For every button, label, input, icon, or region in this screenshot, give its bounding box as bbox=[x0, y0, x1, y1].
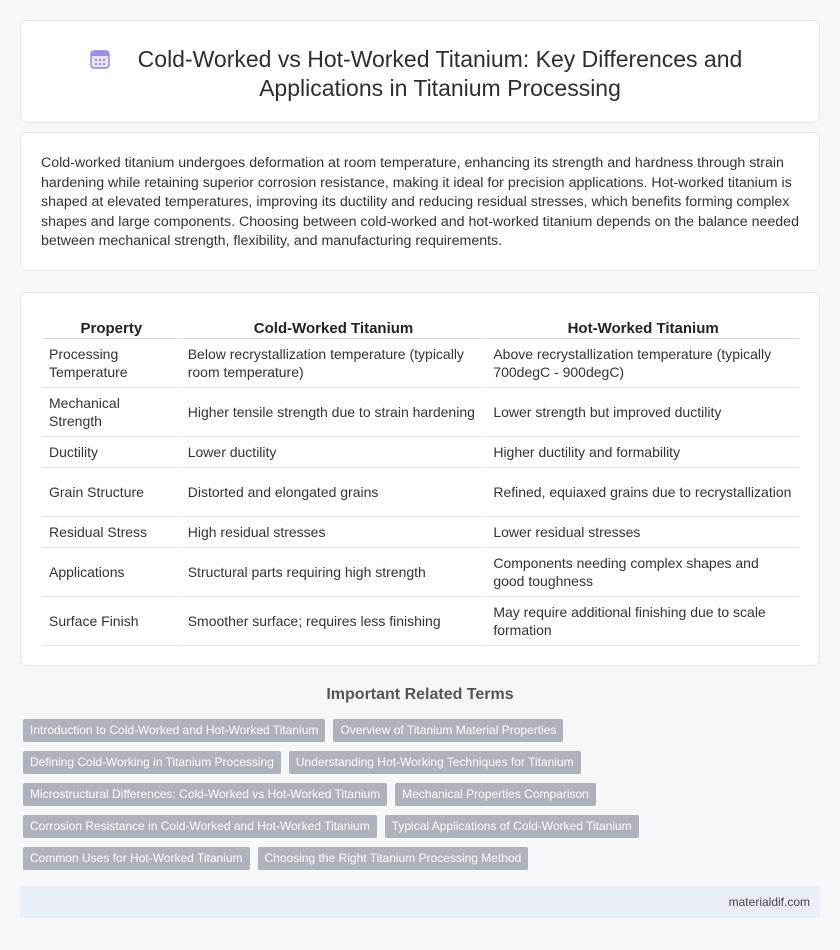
property-cell: Applications bbox=[43, 548, 180, 597]
column-header-cold-worked: Cold-Worked Titanium bbox=[182, 315, 486, 339]
footer-site-link[interactable]: materialdif.com bbox=[728, 895, 810, 909]
table-header-row bbox=[43, 315, 799, 339]
cold-worked-cell: Higher tensile strength due to strain hardening bbox=[182, 388, 486, 437]
cold-worked-cell: High residual stresses bbox=[182, 517, 486, 548]
related-term-tag[interactable]: Understanding Hot-Working Techniques for Titanium bbox=[289, 751, 581, 774]
comparison-table-card bbox=[20, 292, 820, 666]
property-cell: Ductility bbox=[43, 437, 180, 468]
property-cell: Mechanical Strength bbox=[43, 388, 180, 437]
hot-worked-cell: Lower strength but improved ductility bbox=[487, 388, 799, 437]
related-term-tag[interactable]: Common Uses for Hot-Worked Titanium bbox=[23, 847, 250, 870]
comparison-table bbox=[41, 315, 801, 646]
cold-worked-cell: Structural parts requiring high strength bbox=[182, 548, 486, 597]
cold-worked-cell: Lower ductility bbox=[182, 437, 486, 468]
related-term-tag[interactable]: Overview of Titanium Material Properties bbox=[333, 719, 563, 742]
hot-worked-cell: Higher ductility and formability bbox=[487, 437, 799, 468]
related-term-tag[interactable]: Typical Applications of Cold-Worked Titanium bbox=[385, 815, 639, 838]
related-term-tag[interactable]: Microstructural Differences: Cold-Worked vs Hot-Worked Titanium bbox=[23, 783, 387, 806]
table-row bbox=[43, 468, 799, 517]
table-row bbox=[43, 437, 799, 468]
hot-worked-cell: Components needing complex shapes and good toughness bbox=[487, 548, 799, 597]
property-cell: Grain Structure bbox=[43, 468, 180, 517]
related-terms-heading: Important Related Terms bbox=[326, 686, 514, 703]
table-row bbox=[43, 388, 799, 437]
property-cell: Surface Finish bbox=[43, 597, 180, 646]
property-cell: Processing Temperature bbox=[43, 339, 180, 388]
cold-worked-cell: Distorted and elongated grains bbox=[182, 468, 486, 517]
hot-worked-cell: Above recrystallization temperature (typically 700degC - 900degC) bbox=[487, 339, 799, 388]
cold-worked-cell: Below recrystallization temperature (typically room temperature) bbox=[182, 339, 486, 388]
page-title: Cold-Worked vs Hot-Worked Titanium: Key Differences and Applications in Titanium Processing bbox=[137, 46, 743, 101]
column-header-property: Property bbox=[43, 315, 180, 339]
related-terms-list bbox=[23, 719, 823, 879]
intro-card bbox=[20, 132, 820, 271]
hot-worked-cell: Lower residual stresses bbox=[487, 517, 799, 548]
table-row bbox=[43, 517, 799, 548]
related-term-tag[interactable]: Corrosion Resistance in Cold-Worked and Hot-Worked Titanium bbox=[23, 815, 377, 838]
related-term-tag[interactable]: Choosing the Right Titanium Processing Method bbox=[258, 847, 529, 870]
intro-paragraph: Cold-worked titanium undergoes deformation at room temperature, enhancing its strength and hardness through strain hardening while retaining superior corrosion resistance, making it ideal for precision applications. Hot-worked titanium is shaped at elevated temperatures, improving its ductility and reducing residual stresses, which benefits forming complex shapes and large components. Choosing between cold-worked and hot-worked titanium depends on the balance needed between mechanical strength, flexibility, and manufacturing requirements. bbox=[41, 155, 799, 250]
table-row bbox=[43, 339, 799, 388]
column-header-hot-worked: Hot-Worked Titanium bbox=[487, 315, 799, 339]
table-row bbox=[43, 548, 799, 597]
title-card bbox=[20, 20, 820, 123]
footer-bar bbox=[20, 886, 820, 918]
related-term-tag[interactable]: Mechanical Properties Comparison bbox=[395, 783, 596, 806]
table-row bbox=[43, 597, 799, 646]
related-term-tag[interactable]: Defining Cold-Working in Titanium Processing bbox=[23, 751, 281, 774]
cold-worked-cell: Smoother surface; requires less finishing bbox=[182, 597, 486, 646]
related-term-tag[interactable]: Introduction to Cold-Worked and Hot-Worked Titanium bbox=[23, 719, 325, 742]
hot-worked-cell: Refined, equiaxed grains due to recrystallization bbox=[487, 468, 799, 517]
hot-worked-cell: May require additional finishing due to scale formation bbox=[487, 597, 799, 646]
property-cell: Residual Stress bbox=[43, 517, 180, 548]
